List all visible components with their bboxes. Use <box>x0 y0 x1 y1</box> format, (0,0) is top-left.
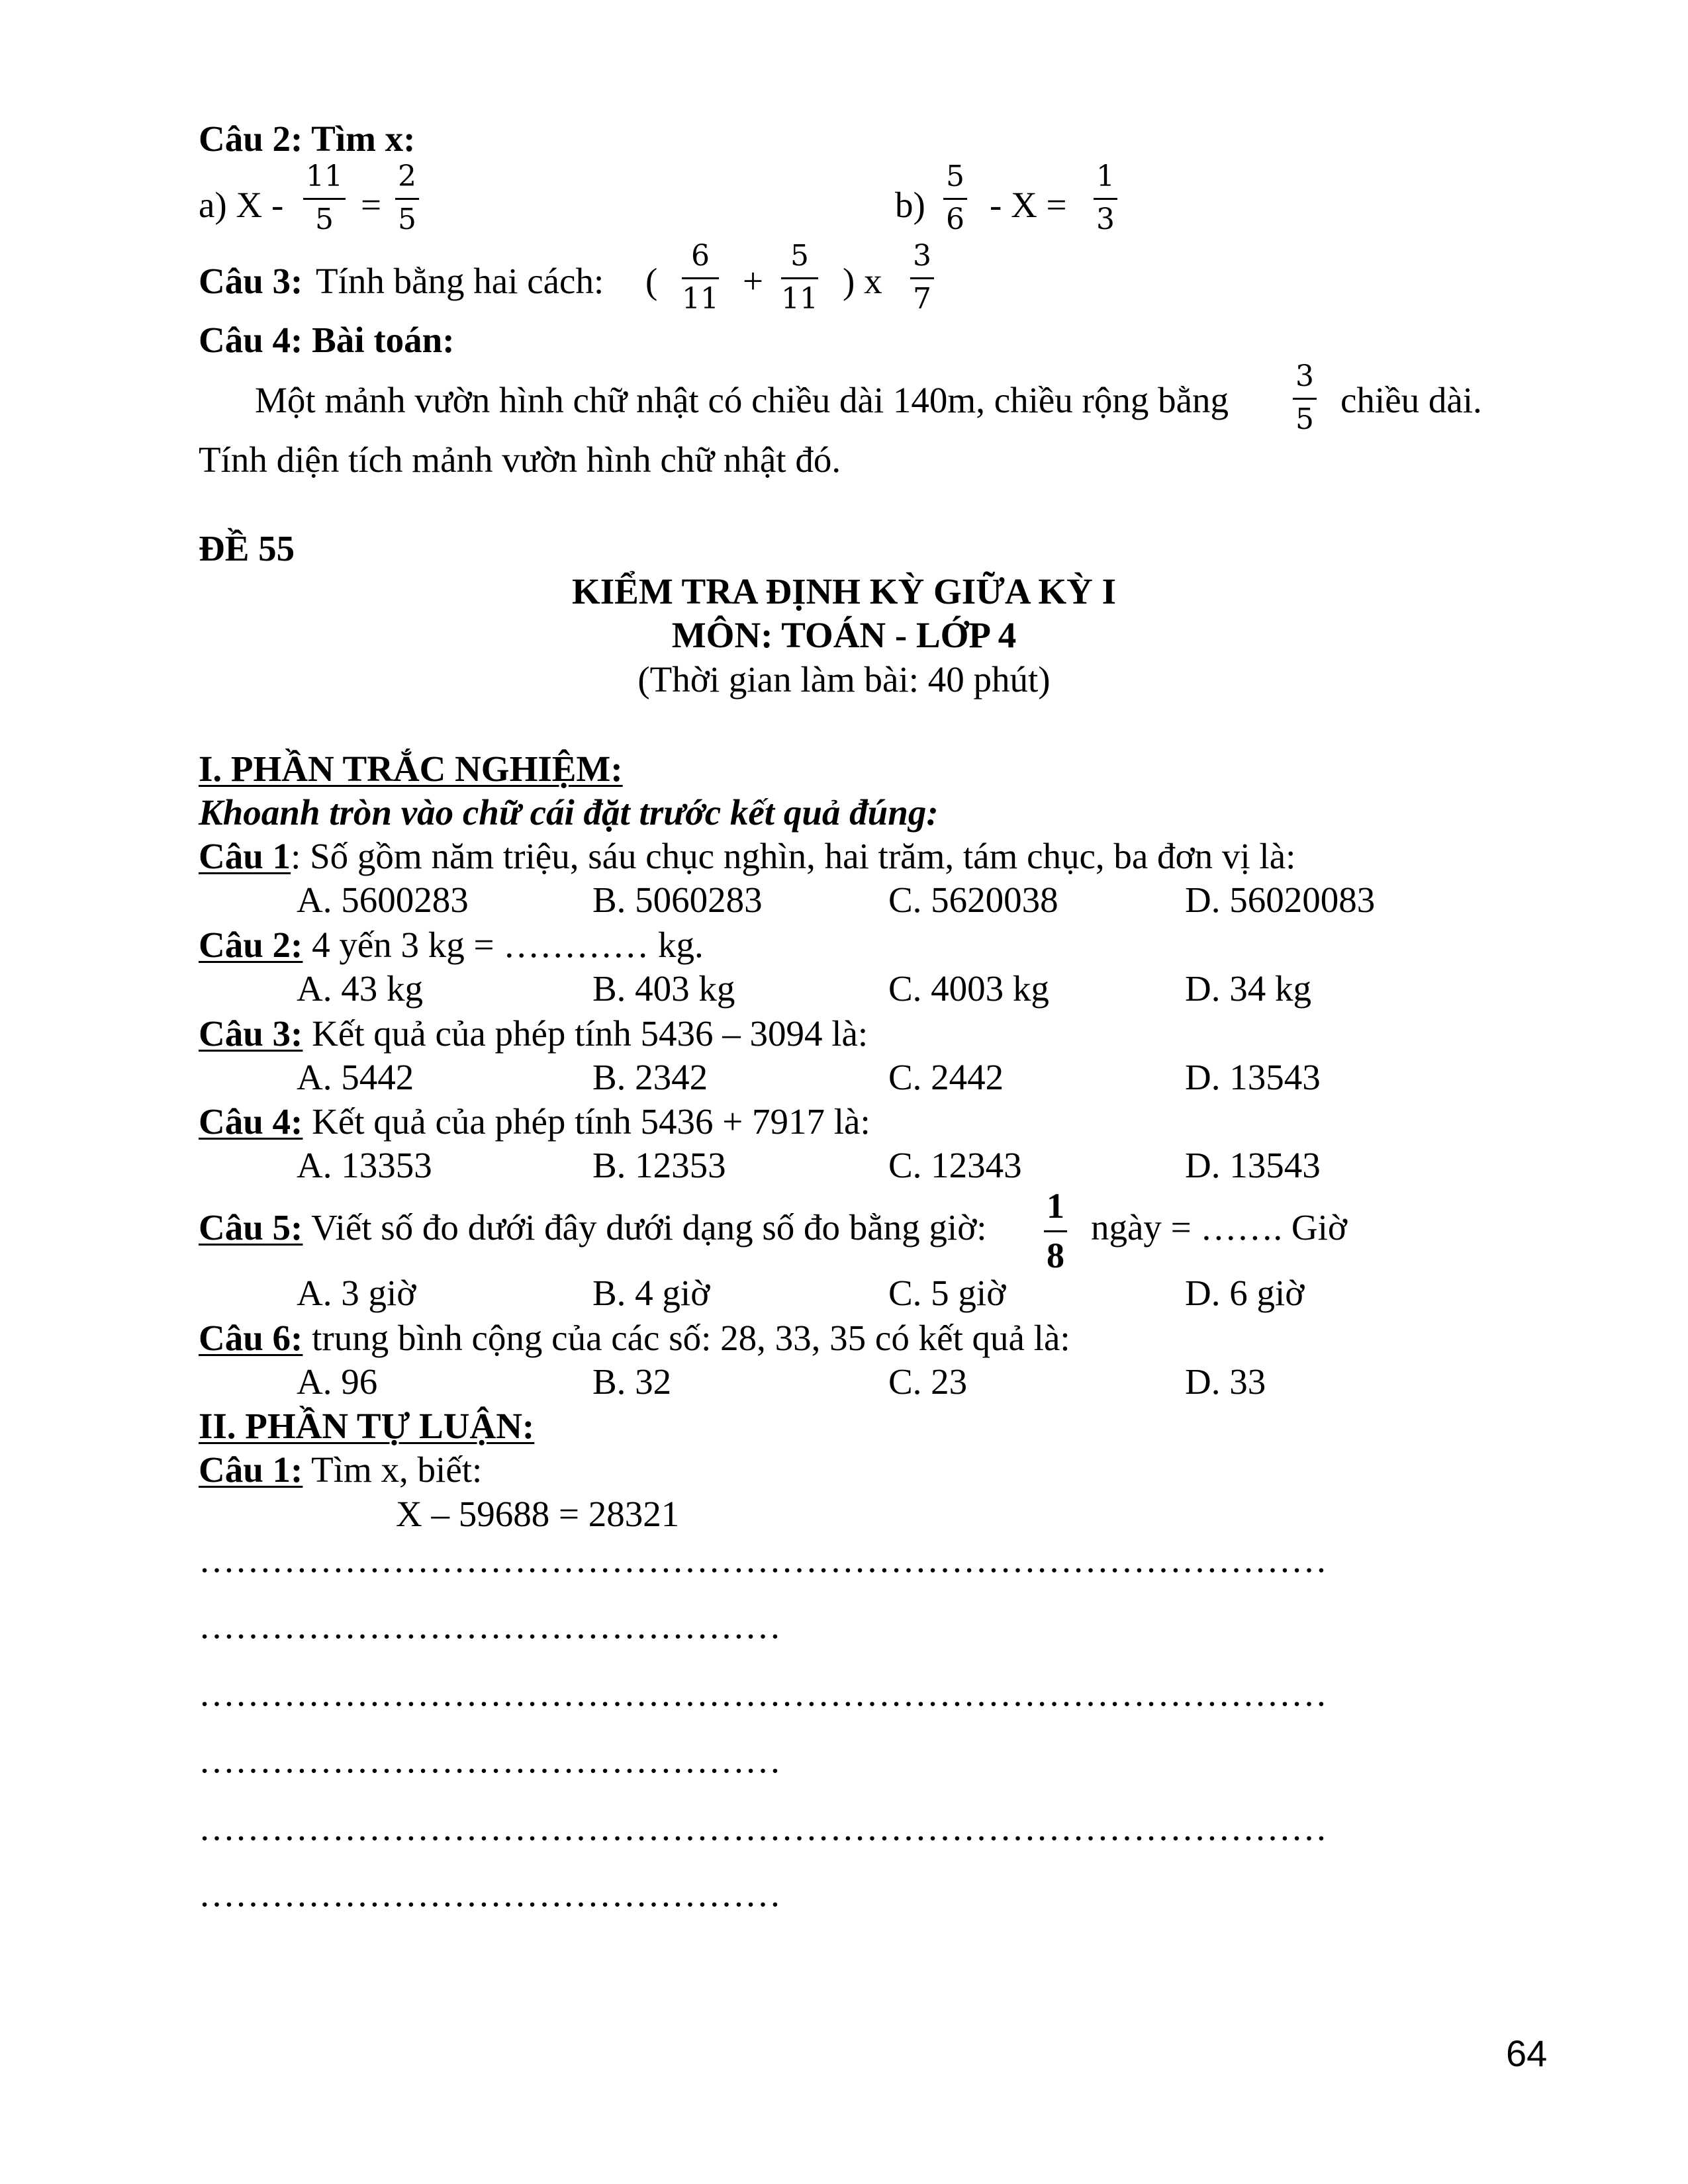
part1-heading: I. PHẦN TRẮC NGHIỆM: <box>199 749 623 789</box>
fraction-denominator: 5 <box>398 203 416 236</box>
q4-fraction <box>1293 359 1317 436</box>
mc2-option-a[interactable]: A. 43 kg <box>297 968 423 1009</box>
fraction-denominator: 5 <box>1295 402 1314 436</box>
q3-plus: + <box>743 261 764 301</box>
mc-question-2 <box>199 924 704 966</box>
q4-text-line1: Một mảnh vườn hình chữ nhật có chiều dài 140m, chiều rộng bằng <box>255 380 1229 420</box>
mc5-option-d[interactable]: D. 6 giờ <box>1185 1273 1305 1313</box>
answer-line-5[interactable]: ………………………………………………………………………………… <box>199 1807 1327 1848</box>
mc4-option-b[interactable]: B. 12353 <box>592 1145 726 1185</box>
q2a-fraction-2 <box>395 159 419 236</box>
q2a-prefix: a) X - <box>199 185 284 225</box>
part2-q1-expression: X – 59688 = 28321 <box>396 1494 680 1534</box>
mc5-option-b[interactable]: B. 4 giờ <box>592 1273 710 1313</box>
question-label: Câu 5: <box>199 1207 303 1248</box>
mc3-option-b[interactable]: B. 2342 <box>592 1057 708 1097</box>
exam-time: (Thời gian làm bài: 40 phút) <box>637 659 1051 700</box>
fraction-numerator: 5 <box>781 242 818 279</box>
fraction-denominator: 8 <box>1047 1236 1064 1275</box>
q2b-fraction-1 <box>943 159 967 236</box>
mc-question-1 <box>199 835 1295 877</box>
mc4-option-a[interactable]: A. 13353 <box>297 1145 432 1185</box>
exam-title: KIỂM TRA ĐỊNH KỲ GIỮA KỲ I <box>571 571 1117 612</box>
fraction-numerator: 5 <box>943 162 967 200</box>
mc4-option-c[interactable]: C. 12343 <box>888 1145 1022 1185</box>
question-text: Kết quả của phép tính 5436 – 3094 là: <box>303 1013 868 1054</box>
mc5-option-a[interactable]: A. 3 giờ <box>297 1273 416 1313</box>
q2a-fraction-1 <box>303 159 346 236</box>
mc6-option-d[interactable]: D. 33 <box>1185 1361 1266 1402</box>
question-text: Viết số đo dưới đây dưới dạng số đo bằng giờ: <box>303 1207 987 1248</box>
part2-question-1 <box>199 1449 482 1490</box>
mc-question-3 <box>199 1013 868 1054</box>
question-text: trung bình cộng của các số: 28, 33, 35 có kết quả là: <box>303 1318 1070 1358</box>
mc4-option-d[interactable]: D. 13543 <box>1185 1145 1321 1185</box>
q2-heading: Câu 2: Tìm x: <box>199 118 416 159</box>
fraction-numerator: 11 <box>303 162 346 200</box>
mc2-option-c[interactable]: C. 4003 kg <box>888 968 1049 1009</box>
answer-line-2[interactable]: ………………………………………… <box>199 1606 781 1646</box>
mc1-option-c[interactable]: C. 5620038 <box>888 880 1058 920</box>
q2b-prefix: b) <box>895 185 925 225</box>
q3-fraction-3 <box>910 239 934 316</box>
question-text: 4 yến 3 kg = ………… kg. <box>303 925 704 965</box>
mc3-option-c[interactable]: C. 2442 <box>888 1057 1004 1097</box>
fraction-numerator: 6 <box>682 242 719 279</box>
mc1-option-a[interactable]: A. 5600283 <box>297 880 469 920</box>
fraction-numerator: 3 <box>1293 362 1317 400</box>
page-number: 64 <box>1506 2032 1548 2074</box>
question-label: Câu 2: <box>199 925 303 965</box>
q2b-fraction-2 <box>1094 159 1117 236</box>
mc-question-5 <box>199 1206 987 1248</box>
mc1-option-b[interactable]: B. 5060283 <box>592 880 763 920</box>
question-label: Câu 1: <box>199 1449 303 1490</box>
fraction-denominator: 11 <box>781 282 818 316</box>
fraction-denominator: 3 <box>1096 203 1115 236</box>
exam-code: ĐỀ 55 <box>199 528 295 569</box>
part1-instruction: Khoanh tròn vào chữ cái đặt trước kết quả đúng: <box>199 792 939 833</box>
fraction-numerator: 3 <box>910 242 934 279</box>
fraction-numerator: 1 <box>1094 162 1117 200</box>
fraction-numerator: 1 <box>1044 1188 1067 1232</box>
question-text: Kết quả của phép tính 5436 + 7917 là: <box>303 1101 870 1142</box>
question-label: Câu 6: <box>199 1318 303 1358</box>
part2-heading: II. PHẦN TỰ LUẬN: <box>199 1406 535 1446</box>
answer-line-3[interactable]: ………………………………………………………………………………… <box>199 1673 1327 1713</box>
q4-text-line1-end: chiều dài. <box>1340 380 1482 420</box>
exam-subject: MÔN: TOÁN - LỚP 4 <box>671 615 1017 655</box>
mc5-text-end: ngày = ……. Giờ <box>1091 1207 1348 1248</box>
mc6-option-b[interactable]: B. 32 <box>592 1361 672 1402</box>
mc5-option-c[interactable]: C. 5 giờ <box>888 1273 1006 1313</box>
mc-question-6 <box>199 1317 1070 1359</box>
fraction-denominator: 5 <box>315 203 334 236</box>
q3-text: Tính bằng hai cách: <box>316 261 604 301</box>
fraction-denominator: 6 <box>946 203 964 236</box>
q3-label: Câu 3: <box>199 261 303 301</box>
mc3-option-d[interactable]: D. 13543 <box>1185 1057 1321 1097</box>
q3-close-times: ) x <box>843 261 882 301</box>
mc5-fraction <box>1044 1188 1067 1273</box>
mc2-option-b[interactable]: B. 403 kg <box>592 968 735 1009</box>
q2b-middle: - X = <box>990 185 1067 225</box>
fraction-numerator: 2 <box>395 162 419 200</box>
question-label: Câu 4: <box>199 1101 303 1142</box>
q3-fraction-2 <box>781 239 818 316</box>
question-text: : Số gồm năm triệu, sáu chục nghìn, hai trăm, tám chục, ba đơn vị là: <box>291 836 1296 876</box>
mc2-option-d[interactable]: D. 34 kg <box>1185 968 1311 1009</box>
answer-line-4[interactable]: ………………………………………… <box>199 1740 781 1780</box>
q3-fraction-1 <box>682 239 719 316</box>
q2a-equals: = <box>361 185 382 225</box>
answer-line-1[interactable]: ………………………………………………………………………………… <box>199 1539 1327 1580</box>
mc1-option-d[interactable]: D. 56020083 <box>1185 880 1376 920</box>
question-label: Câu 3: <box>199 1013 303 1054</box>
q4-heading: Câu 4: Bài toán: <box>199 320 455 360</box>
fraction-denominator: 11 <box>682 282 719 316</box>
mc3-option-a[interactable]: A. 5442 <box>297 1057 414 1097</box>
mc6-option-a[interactable]: A. 96 <box>297 1361 378 1402</box>
q4-text-line2: Tính diện tích mảnh vườn hình chữ nhật đó. <box>199 439 841 480</box>
answer-line-6[interactable]: ………………………………………… <box>199 1874 781 1914</box>
question-label: Câu 1 <box>199 836 291 876</box>
q3-open-paren: ( <box>645 261 658 301</box>
fraction-denominator: 7 <box>913 282 931 316</box>
question-text: Tìm x, biết: <box>303 1449 483 1490</box>
mc-question-4 <box>199 1101 870 1142</box>
mc6-option-c[interactable]: C. 23 <box>888 1361 968 1402</box>
